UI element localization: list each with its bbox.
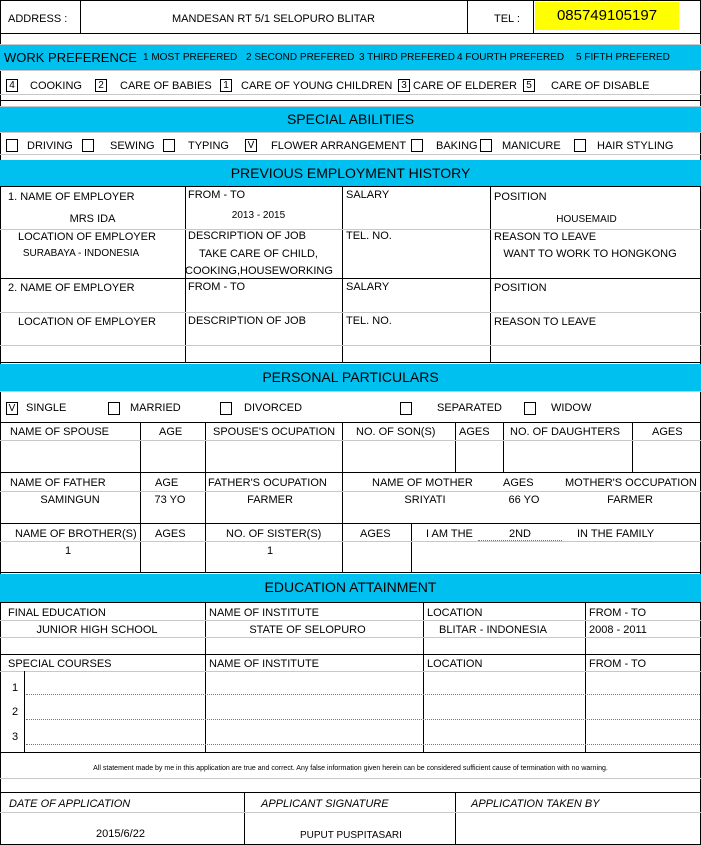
brothers-label: NAME OF BROTHER(S): [15, 528, 137, 540]
tel-value: 085749105197: [535, 2, 679, 30]
address-label: ADDRESS :: [8, 13, 68, 25]
courses-institute-label: NAME OF INSTITUTE: [209, 658, 319, 670]
employer1-reason-label: REASON TO LEAVE: [494, 231, 597, 243]
hair-styling-checkbox[interactable]: [574, 139, 586, 152]
taken-by-label: APPLICATION TAKEN BY: [471, 798, 600, 810]
disable-rank-box[interactable]: 5: [523, 79, 535, 92]
disable-label: CARE OF DISABLE: [551, 80, 650, 92]
course-number-1: 1: [12, 682, 19, 694]
employer1-salary-label: SALARY: [346, 189, 390, 201]
divorced-checkbox[interactable]: [220, 402, 232, 415]
mother-occupation-label: MOTHER'S OCCUPATION: [565, 477, 697, 489]
hair-styling-label: HAIR STYLING: [597, 140, 674, 152]
date-label: DATE OF APPLICATION: [9, 798, 131, 810]
employer2-location-label: LOCATION OF EMPLOYER: [18, 316, 156, 328]
final-education-label: FINAL EDUCATION: [8, 607, 106, 619]
employer2-reason-label: REASON TO LEAVE: [494, 316, 597, 328]
baking-label: BAKING: [436, 140, 478, 152]
single-label: SINGLE: [26, 402, 67, 414]
education-location-value: BLITAR - INDONESIA: [439, 624, 547, 636]
employer1-reason: WANT TO WORK TO HONGKONG: [503, 248, 677, 260]
separated-label: SEPARATED: [437, 402, 502, 414]
driving-checkbox[interactable]: [6, 139, 18, 152]
manicure-checkbox[interactable]: [480, 139, 492, 152]
brothers-value: 1: [64, 545, 72, 557]
mother-age: 66 YO: [508, 494, 540, 506]
employer2-tel-label: TEL. NO.: [346, 315, 392, 327]
birth-order-value: 2ND: [508, 528, 531, 540]
father-occupation-label: FATHER'S OCUPATION: [208, 477, 327, 489]
married-label: MARRIED: [130, 402, 181, 414]
legend-2: 2 SECOND PREFERED: [246, 52, 355, 63]
courses-location-label: LOCATION: [427, 658, 483, 670]
special-courses-label: SPECIAL COURSES: [8, 658, 112, 670]
employer1-location: SURABAYA - INDONESIA: [22, 248, 140, 259]
sisters-ages-label: AGES: [360, 528, 391, 540]
personal-title: PERSONAL PARTICULARS: [262, 369, 439, 385]
sisters-value: 1: [266, 545, 274, 557]
employer1-from-to: 2013 - 2015: [231, 210, 286, 221]
education-from-to-label: FROM - TO: [589, 607, 647, 619]
work-preference-title: WORK PREFERENCE: [4, 50, 137, 65]
spouse-name-label: NAME OF SPOUSE: [10, 426, 110, 438]
education-title: EDUCATION ATTAINMENT: [264, 579, 437, 595]
employer2-position-label: POSITION: [494, 282, 547, 294]
address-value: MANDESAN RT 5/1 SELOPURO BLITAR: [172, 13, 375, 25]
signature-value: PUPUT PUSPITASARI: [300, 830, 402, 841]
manicure-label: MANICURE: [502, 140, 561, 152]
employer2-salary-label: SALARY: [346, 281, 390, 293]
father-age: 73 YO: [154, 494, 186, 506]
in-family-label: IN THE FAMILY: [577, 528, 655, 540]
babies-label: CARE OF BABIES: [120, 80, 212, 92]
single-checkbox[interactable]: V: [6, 402, 18, 415]
elderer-label: CARE OF ELDERER: [413, 80, 517, 92]
mother-name-label: NAME OF MOTHER: [372, 477, 473, 489]
father-name: SAMINGUN: [40, 494, 100, 506]
employer1-description-line1: TAKE CARE OF CHILD,: [199, 248, 318, 260]
signature-label: APPLICANT SIGNATURE: [261, 798, 389, 810]
widow-checkbox[interactable]: [524, 402, 536, 415]
flower-arrangement-checkbox[interactable]: V: [245, 139, 257, 152]
typing-label: TYPING: [188, 140, 229, 152]
sons-label: NO. OF SON(S): [356, 426, 436, 438]
separated-checkbox[interactable]: [400, 402, 412, 415]
young-children-label: CARE OF YOUNG CHILDREN: [241, 80, 393, 92]
legend-5: 5 FIFTH PREFERED: [576, 52, 670, 63]
employer2-from-to-label: FROM - TO: [188, 281, 246, 293]
employer1-position-label: POSITION: [494, 191, 547, 203]
employer2-description-label: DESCRIPTION OF JOB: [188, 315, 306, 327]
employer1-location-label: LOCATION OF EMPLOYER: [18, 231, 156, 243]
legend-4: 4 FOURTH PREFERED: [457, 52, 565, 63]
final-education-value: JUNIOR HIGH SCHOOL: [36, 624, 158, 636]
father-age-label: AGE: [155, 477, 179, 489]
date-value: 2015/6/22: [96, 828, 145, 840]
cooking-label: COOKING: [30, 80, 82, 92]
daughters-label: NO. OF DAUGHTERS: [510, 426, 621, 438]
young-children-rank-box[interactable]: 1: [220, 79, 232, 92]
institute-value: STATE OF SELOPURO: [249, 624, 366, 636]
employer1-position: HOUSEMAID: [556, 214, 617, 225]
legend-1: 1 MOST PREFERED: [143, 52, 238, 63]
employment-title: PREVIOUS EMPLOYMENT HISTORY: [230, 165, 471, 181]
sons-ages-label: AGES: [459, 426, 490, 438]
widow-label: WIDOW: [551, 402, 592, 414]
employer1-name-label: 1. NAME OF EMPLOYER: [8, 191, 135, 203]
employer2-name-label: 2. NAME OF EMPLOYER: [8, 282, 135, 294]
sewing-checkbox[interactable]: [82, 139, 94, 152]
employer1-description-line2: COOKING,HOUSEWORKING: [185, 265, 333, 277]
driving-label: DRIVING: [27, 140, 73, 152]
spouse-occupation-label: SPOUSE'S OCUPATION: [213, 426, 336, 438]
course-number-2: 2: [12, 706, 19, 718]
legend-3: 3 THIRD PREFERED: [359, 52, 455, 63]
brothers-ages-label: AGES: [155, 528, 186, 540]
course-number-3: 3: [12, 731, 19, 743]
sisters-label: NO. OF SISTER(S): [226, 528, 322, 540]
spouse-age-label: AGE: [159, 426, 183, 438]
institute-label: NAME OF INSTITUTE: [209, 607, 319, 619]
elderer-rank-box[interactable]: 3: [398, 79, 410, 92]
mother-name: SRIYATI: [404, 494, 446, 506]
cooking-rank-box[interactable]: 4: [6, 79, 18, 92]
education-location-label: LOCATION: [427, 607, 483, 619]
employer1-from-to-label: FROM - TO: [188, 189, 246, 201]
baking-checkbox[interactable]: [411, 139, 423, 152]
employer1-description-label: DESCRIPTION OF JOB: [188, 230, 306, 242]
sewing-label: SEWING: [110, 140, 155, 152]
mother-occupation: FARMER: [607, 494, 653, 506]
mother-ages-label: AGES: [503, 477, 534, 489]
tel-label: TEL :: [494, 13, 520, 25]
declaration-text: All statement made by me in this application are true and correct. Any false information given herein can be considered sufficient cause of termination with no warning.: [93, 765, 608, 772]
special-abilities-title: SPECIAL ABILITIES: [286, 111, 415, 127]
employer1-name: MRS IDA: [69, 213, 116, 225]
married-checkbox[interactable]: [108, 402, 120, 415]
babies-rank-box[interactable]: 2: [95, 79, 107, 92]
typing-checkbox[interactable]: [163, 139, 175, 152]
i-am-the-label: I AM THE: [426, 528, 473, 540]
flower-arrangement-label: FLOWER ARRANGEMENT: [271, 140, 407, 152]
courses-from-to-label: FROM - TO: [589, 658, 647, 670]
daughters-ages-label: AGES: [652, 426, 683, 438]
father-name-label: NAME OF FATHER: [10, 477, 106, 489]
employer1-tel-label: TEL. NO.: [346, 230, 392, 242]
education-from-to-value: 2008 - 2011: [589, 624, 647, 636]
father-occupation: FARMER: [247, 494, 293, 506]
divorced-label: DIVORCED: [244, 402, 303, 414]
